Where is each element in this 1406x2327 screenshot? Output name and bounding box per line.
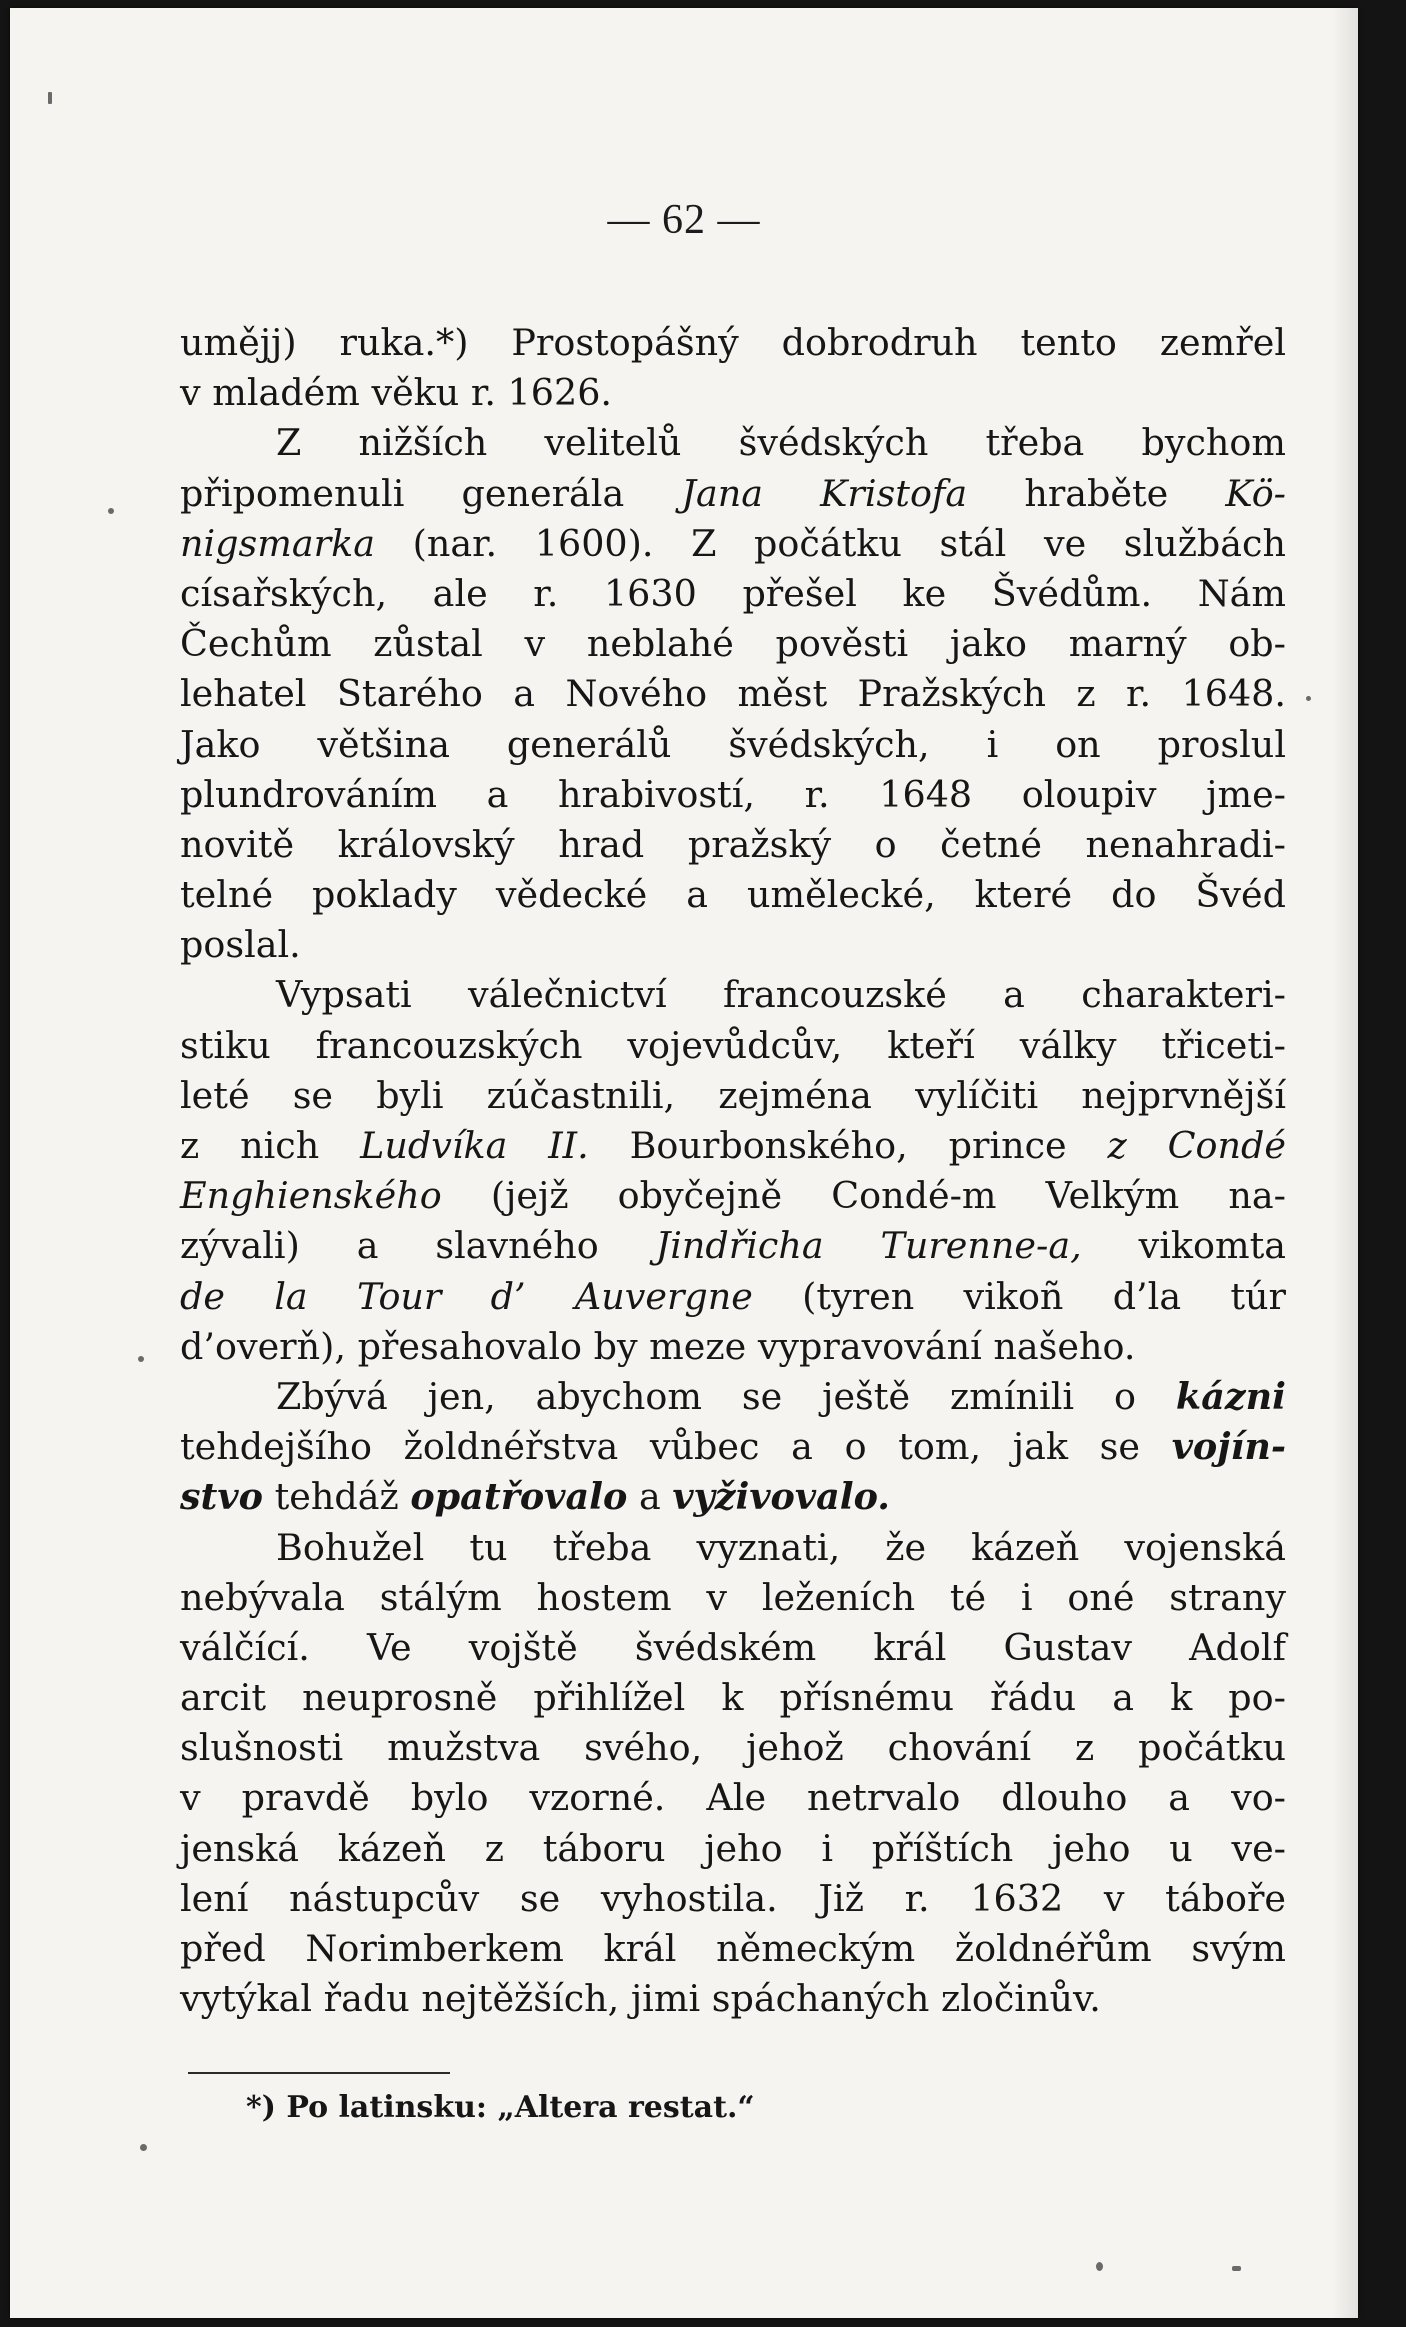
- text-line: [180, 1221, 1286, 1271]
- text-line: [180, 1874, 1286, 1924]
- text-line: [180, 519, 1286, 569]
- text-run: novitě královský hrad pražský o četné nenahradi-: [180, 822, 1286, 866]
- text-line: [180, 970, 1286, 1020]
- text-line: [180, 1673, 1286, 1723]
- text-run: poslal.: [180, 923, 301, 967]
- emphasized-text: Kö-: [1225, 471, 1287, 515]
- text-run: hraběte: [967, 471, 1226, 515]
- emphasized-text: z Condé: [1107, 1124, 1286, 1167]
- text-line: [180, 1974, 1286, 2024]
- text-line: [180, 1021, 1286, 1071]
- paper-speck: [108, 508, 114, 514]
- text-line: [180, 1623, 1286, 1673]
- text-run: z nich: [180, 1124, 361, 1167]
- paper-speck: [1306, 696, 1311, 701]
- text-run: umějj) ruka.*) Prostopášný dobrodruh tento zemřel: [180, 321, 1286, 364]
- text-run: lení nástupcův se vyhostila. Již r. 1632 v táboře: [180, 1876, 1286, 1920]
- emphasized-text: vyživovalo.: [672, 1475, 891, 1519]
- text-line: [180, 619, 1286, 669]
- emphasized-text: Jindřicha Turenne-a,: [655, 1224, 1082, 1268]
- text-run: vikomta: [1081, 1224, 1287, 1268]
- text-run: válčící. Ve vojště švédském král Gustav Adolf: [180, 1625, 1286, 1669]
- emphasized-text: de la Tour d’ Auvergne: [180, 1274, 753, 1318]
- text-line: [180, 1372, 1286, 1422]
- paper-speck: [140, 2144, 147, 2151]
- footnote: *) Po latinsku: „Altera restat.“: [246, 2090, 755, 2125]
- text-run: (nar. 1600). Z počátku stál ve službách: [374, 521, 1286, 565]
- body-text: [180, 318, 1286, 2024]
- paper-speck: [1232, 2266, 1241, 2271]
- text-run: tehdejšího žoldnéřstva vůbec a o tom, jak se: [180, 1425, 1172, 1469]
- text-line: [180, 1824, 1286, 1874]
- text-line: [180, 1422, 1286, 1472]
- text-run: Bourbonského, prince: [588, 1124, 1108, 1167]
- text-run: Čechům zůstal v neblahé pověsti jako marný ob-: [180, 622, 1286, 666]
- text-line: [180, 418, 1286, 468]
- text-run: slušnosti mužstva svého, jehož chování z počátku: [180, 1726, 1286, 1770]
- text-run: Z nižších velitelů švédských třeba bychom: [276, 421, 1286, 465]
- paper-speck: [138, 1356, 144, 1362]
- text-run: Jako většina generálů švédských, i on proslul: [180, 722, 1286, 766]
- book-page: [10, 8, 1358, 2318]
- text-run: telné poklady vědecké a umělecké, které do Švéd: [180, 873, 1286, 917]
- text-line: [180, 1071, 1286, 1121]
- text-run: v mladém věku r. 1626.: [180, 371, 613, 415]
- text-line: [180, 770, 1286, 820]
- text-run: Bohužel tu třeba vyznati, že kázeň vojenská: [276, 1525, 1286, 1569]
- paper-speck: [1096, 2262, 1103, 2271]
- text-run: a: [627, 1475, 673, 1519]
- text-run: leté se byli zúčastnili, zejména vylíčiti nejprvnější: [180, 1073, 1286, 1117]
- emphasized-text: vojín-: [1171, 1425, 1286, 1469]
- text-run: plundrováním a hrabivostí, r. 1648 oloupiv jme-: [180, 772, 1286, 816]
- text-line: [180, 1924, 1286, 1974]
- text-line: [180, 720, 1286, 770]
- text-run: (tyren vikoñ d’la túr: [752, 1274, 1286, 1318]
- text-run: Vypsati válečnictví francouzské a charakteri-: [276, 973, 1286, 1017]
- footnote-rule: [188, 2072, 450, 2074]
- text-line: [180, 1322, 1286, 1372]
- page-edge-shadow: [1332, 8, 1358, 2318]
- text-run: lehatel Starého a Nového měst Pražských z r. 1648.: [180, 672, 1286, 716]
- text-line: [180, 1121, 1286, 1171]
- text-line: [180, 569, 1286, 619]
- paper-speck: [48, 92, 52, 104]
- text-line: [180, 1573, 1286, 1623]
- text-line: [180, 318, 1286, 368]
- text-run: (jejž obyčejně Condé-m Velkým na-: [441, 1174, 1286, 1218]
- emphasized-text: Enghienského: [180, 1174, 442, 1218]
- text-line: [180, 1171, 1286, 1221]
- text-line: [180, 1472, 1286, 1522]
- text-run: nebývala stálým hostem v leženích té i oné strany: [180, 1575, 1286, 1619]
- text-run: Zbývá jen, abychom se ještě zmínili o: [276, 1374, 1176, 1418]
- emphasized-text: nigsmarka: [180, 521, 375, 565]
- emphasized-text: stvo: [180, 1475, 263, 1519]
- text-line: [180, 1272, 1286, 1322]
- text-run: arcit neuprosně přihlížel k přísnému řádu a k po-: [180, 1676, 1286, 1720]
- emphasized-text: kázni: [1175, 1374, 1286, 1418]
- text-run: císařských, ale r. 1630 přešel ke Švédům. Nám: [180, 571, 1286, 615]
- text-line: [180, 669, 1286, 719]
- text-line: [180, 870, 1286, 920]
- text-line: [180, 469, 1286, 519]
- text-run: d’overň), přesahovalo by meze vypravování našeho.: [180, 1324, 1136, 1368]
- text-line: [180, 1723, 1286, 1773]
- text-run: tehdáž: [262, 1475, 411, 1519]
- text-run: stiku francouzských vojevůdcův, kteří války třiceti-: [180, 1023, 1286, 1067]
- text-run: vytýkal řadu nejtěžších, jimi spáchaných zločinův.: [180, 1977, 1101, 2021]
- text-run: jenská kázeň z táboru jeho i příštích jeho u ve-: [180, 1826, 1286, 1870]
- text-run: připomenuli generála: [180, 471, 682, 515]
- text-run: zývali) a slavného: [180, 1224, 656, 1268]
- text-line: [180, 920, 1286, 970]
- text-line: [180, 820, 1286, 870]
- text-line: [180, 368, 1286, 418]
- text-run: před Norimberkem král německým žoldnéřům svým: [180, 1927, 1286, 1970]
- page-number: — 62 —: [607, 197, 761, 243]
- emphasized-text: opatřovalo: [410, 1475, 628, 1519]
- emphasized-text: Jana Kristofa: [681, 471, 968, 515]
- emphasized-text: Ludvíka II.: [360, 1124, 589, 1167]
- text-run: v pravdě bylo vzorné. Ale netrvalo dlouho a vo-: [180, 1776, 1286, 1820]
- text-line: [180, 1523, 1286, 1573]
- text-line: [180, 1773, 1286, 1823]
